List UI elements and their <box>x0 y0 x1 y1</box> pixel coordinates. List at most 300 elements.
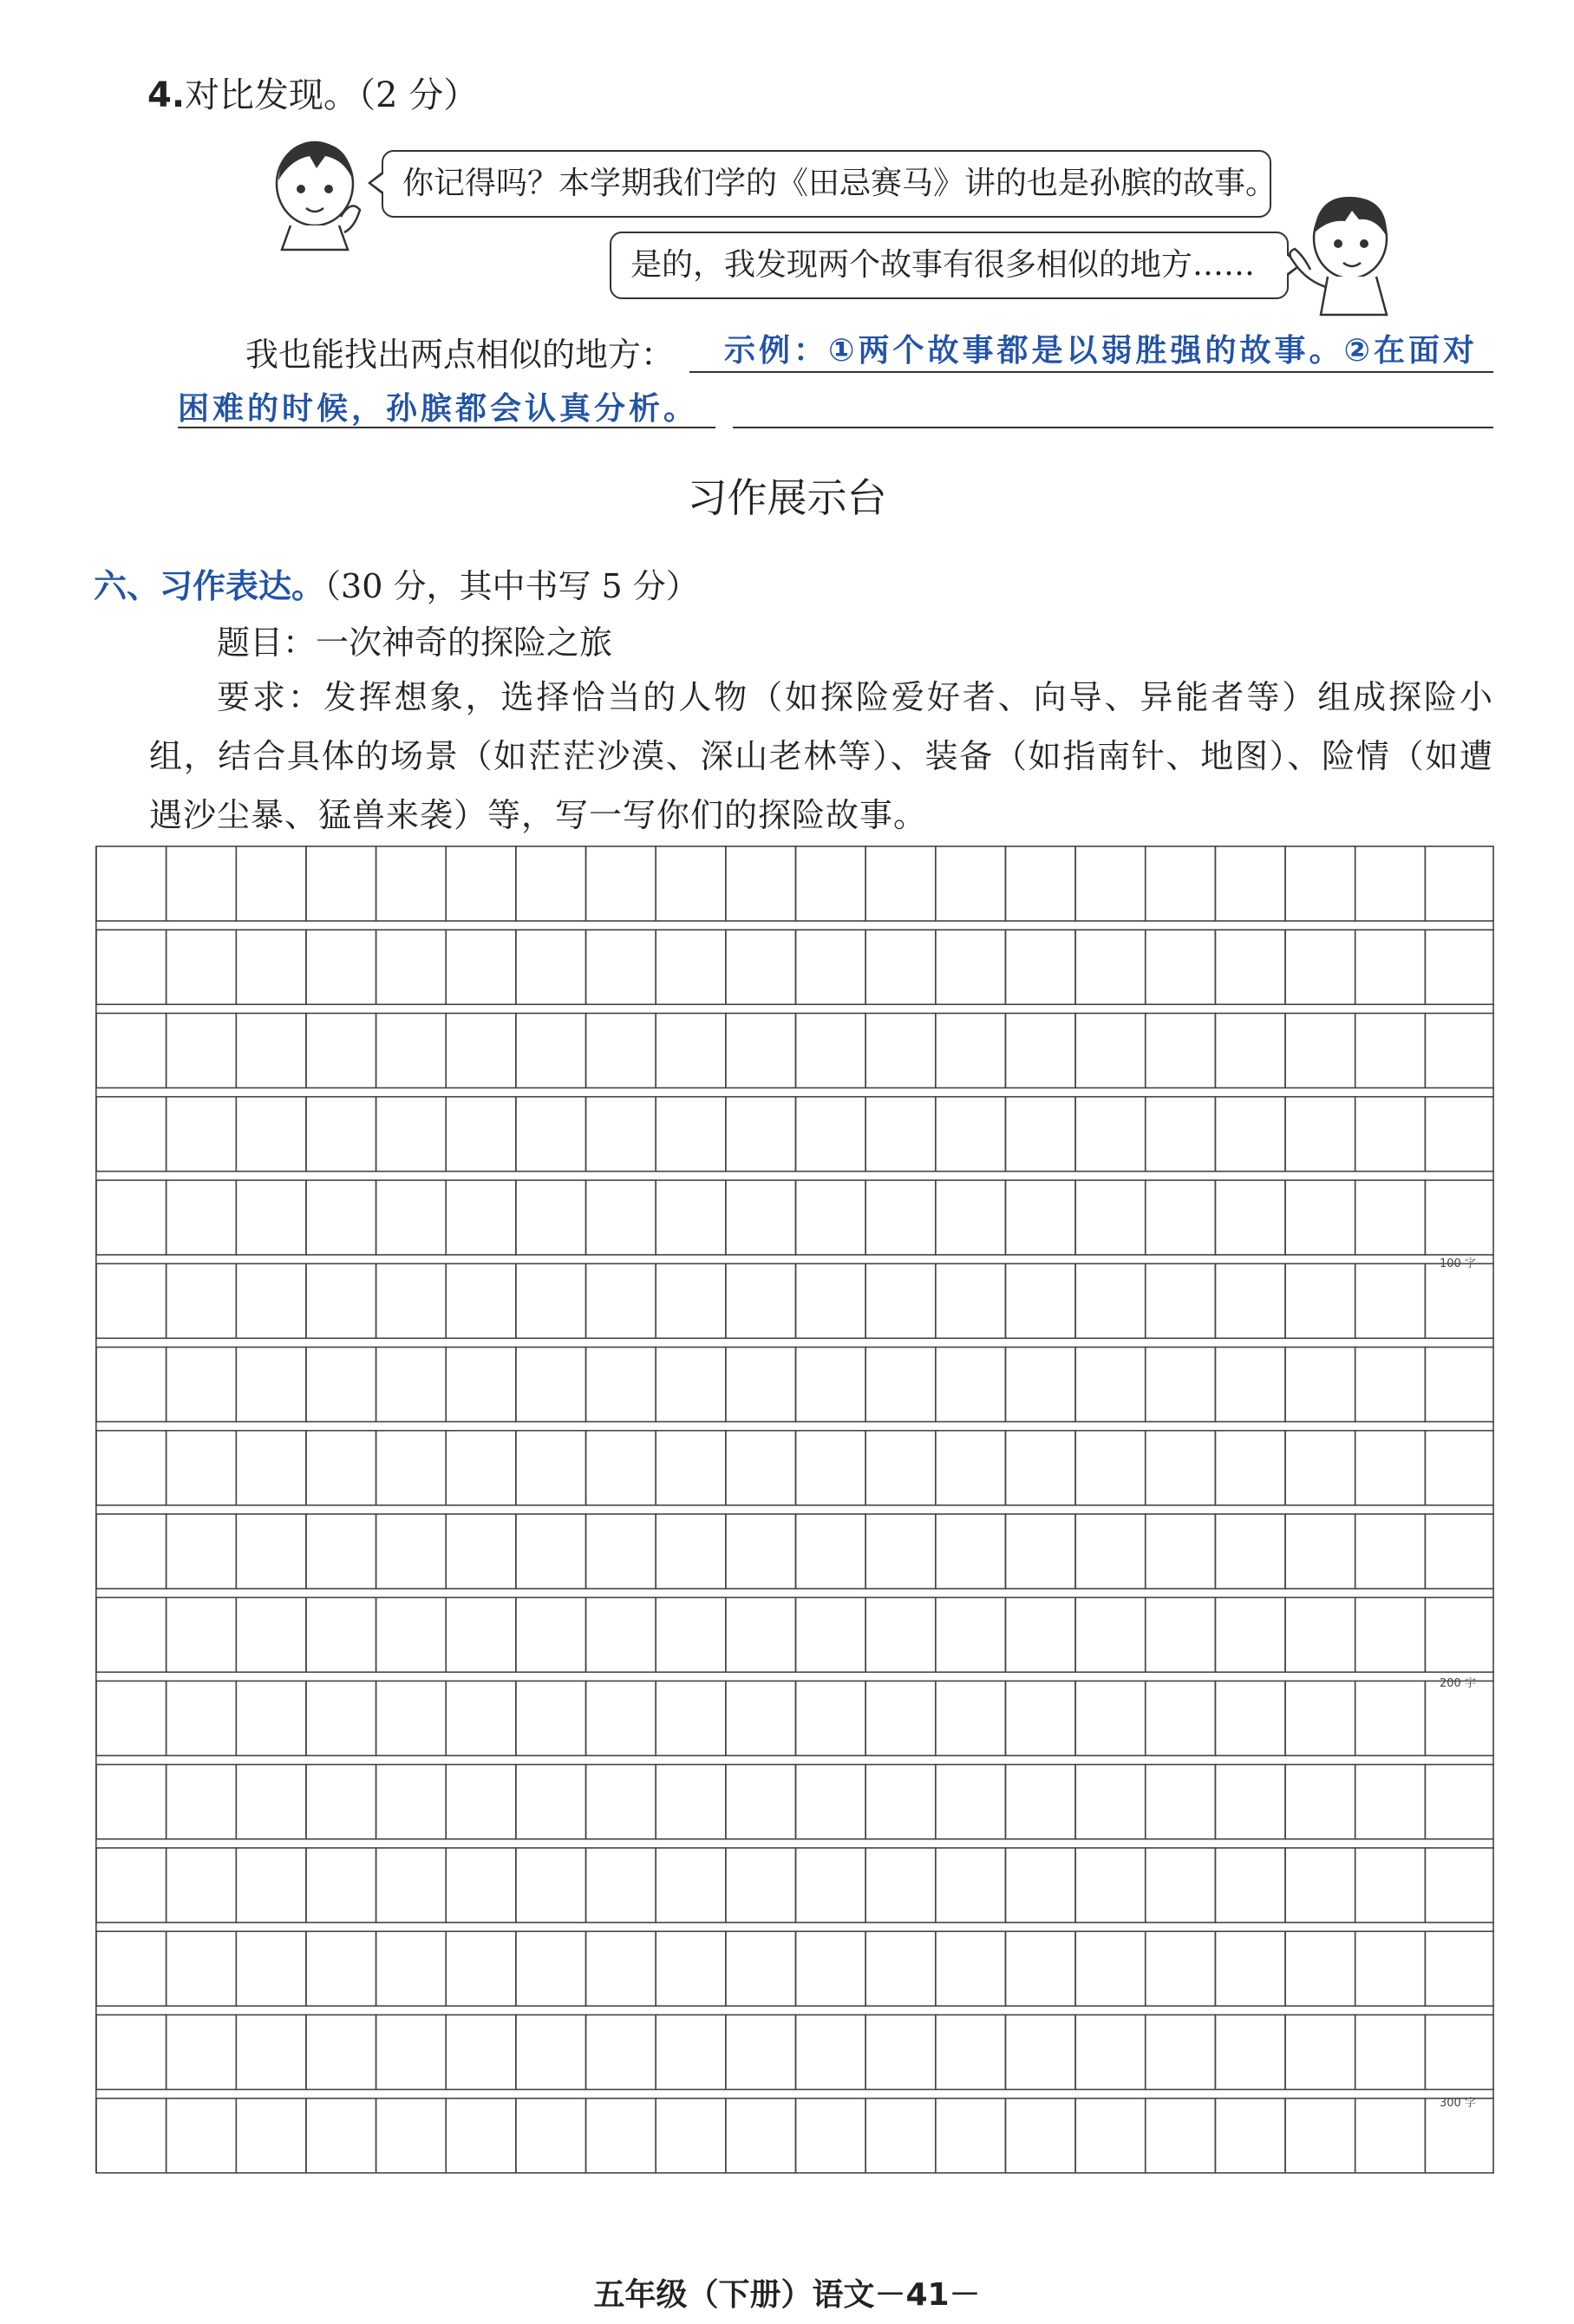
grid-cell <box>1355 1348 1426 1422</box>
grid-cell <box>1005 1681 1075 1756</box>
grid-cell <box>96 1431 167 1505</box>
grid-cell <box>936 1097 1006 1172</box>
grid-cell <box>936 2015 1006 2090</box>
grid-cell <box>376 1097 447 1172</box>
grid-cell <box>1146 1765 1216 1839</box>
grid-cell <box>376 1014 447 1088</box>
grid-cell <box>306 930 376 1004</box>
grid-cell <box>586 1097 656 1172</box>
grid-cell <box>586 846 656 921</box>
grid-cell <box>726 930 796 1004</box>
grid-cell <box>1146 846 1216 921</box>
speech-bubble-boy <box>610 232 1289 299</box>
grid-cell <box>1285 1180 1355 1255</box>
grid-cell <box>936 846 1006 921</box>
grid-cell <box>236 1180 306 1255</box>
grid-cell <box>236 1848 306 1923</box>
grid-cell <box>306 2099 376 2173</box>
answer-underline-2a <box>178 427 715 428</box>
grid-cell <box>516 846 586 921</box>
grid-cell <box>306 1348 376 1422</box>
task-points: （30 分，其中书写 5 分） <box>324 567 699 605</box>
grid-cell <box>516 1681 586 1756</box>
grid-cell <box>1075 1514 1146 1589</box>
grid-cell <box>936 1014 1006 1088</box>
grid-cell <box>936 1681 1006 1756</box>
grid-cell <box>516 1848 586 1923</box>
grid-cell <box>236 1681 306 1756</box>
answer-prompt: 我也能找出两点相似的地方： <box>245 336 675 374</box>
grid-cell <box>1285 1848 1355 1923</box>
grid-cell <box>796 1180 866 1255</box>
grid-cell <box>1146 1014 1216 1088</box>
grid-row <box>96 1348 1494 1422</box>
grid-cell <box>865 1597 936 1672</box>
grid-cell <box>376 1681 447 1756</box>
task-label: 六、习作表达。 <box>94 567 325 605</box>
grid-cell <box>376 2015 447 2090</box>
grid-cell <box>865 2015 936 2090</box>
grid-cell <box>1425 1263 1494 1338</box>
grid-cell <box>446 1431 516 1505</box>
grid-cell <box>96 1931 167 2006</box>
grid-cell <box>586 1431 656 1505</box>
grid-cell <box>796 930 866 1004</box>
grid-cell <box>865 1180 936 1255</box>
grid-cell <box>936 1765 1006 1839</box>
grid-cell <box>1215 1097 1285 1172</box>
grid-cell <box>586 1514 656 1589</box>
grid-cell <box>726 1431 796 1505</box>
grid-cell <box>306 1681 376 1756</box>
grid-cell <box>1285 930 1355 1004</box>
grid-cell <box>656 1097 726 1172</box>
grid-cell <box>656 1180 726 1255</box>
grid-cell <box>376 1597 447 1672</box>
grid-cell <box>796 1848 866 1923</box>
grid-row <box>96 1514 1494 1589</box>
grid-cell <box>1075 1931 1146 2006</box>
grid-cell <box>1075 1681 1146 1756</box>
grid-cell <box>1425 1348 1494 1422</box>
grid-cell <box>1215 2099 1285 2173</box>
grid-cell <box>865 1848 936 1923</box>
grid-cell <box>656 1014 726 1088</box>
grid-cell <box>446 1180 516 1255</box>
grid-cell <box>1075 1097 1146 1172</box>
grid-cell <box>656 1765 726 1839</box>
grid-cell <box>1146 1514 1216 1589</box>
grid-cell <box>446 2015 516 2090</box>
grid-cell <box>446 930 516 1004</box>
grid-cell <box>726 846 796 921</box>
grid-cell <box>167 1681 237 1756</box>
grid-cell <box>586 1180 656 1255</box>
grid-cell <box>516 2099 586 2173</box>
grid-cell <box>1005 1014 1075 1088</box>
grid-cell <box>376 930 447 1004</box>
grid-cell <box>1075 1263 1146 1338</box>
grid-row <box>96 1848 1494 1923</box>
grid-cell <box>376 846 447 921</box>
grid-cell <box>1285 2099 1355 2173</box>
grid-cell <box>516 1431 586 1505</box>
grid-cell <box>1425 1931 1494 2006</box>
grid-cell <box>936 1848 1006 1923</box>
grid-cell <box>865 846 936 921</box>
grid-cell <box>236 1765 306 1839</box>
grid-cell <box>1075 1180 1146 1255</box>
grid-cell <box>1146 1931 1216 2006</box>
grid-cell <box>1215 930 1285 1004</box>
grid-cell <box>1425 1597 1494 1672</box>
grid-cell <box>96 1765 167 1839</box>
grid-cell <box>1005 1097 1075 1172</box>
grid-cell <box>656 1681 726 1756</box>
grid-cell <box>96 1014 167 1088</box>
grid-cell <box>936 1431 1006 1505</box>
grid-cell <box>586 1681 656 1756</box>
grid-cell <box>1075 930 1146 1004</box>
grid-cell <box>446 1014 516 1088</box>
grid-row <box>96 930 1494 1004</box>
grid-cell <box>167 1263 237 1338</box>
grid-mark-300: 300 字 <box>1440 2097 1476 2110</box>
grid-cell <box>376 1848 447 1923</box>
grid-cell <box>865 930 936 1004</box>
grid-cell <box>1075 846 1146 921</box>
grid-cell <box>1355 1431 1426 1505</box>
grid-cell <box>796 1681 866 1756</box>
grid-cell <box>656 1597 726 1672</box>
grid-row <box>96 1431 1494 1505</box>
grid-cell <box>446 1263 516 1338</box>
grid-cell <box>306 1765 376 1839</box>
grid-cell <box>167 1180 237 1255</box>
grid-cell <box>96 1348 167 1422</box>
grid-cell <box>306 1180 376 1255</box>
grid-cell <box>96 1263 167 1338</box>
grid-cell <box>1215 1848 1285 1923</box>
grid-cell <box>1285 1514 1355 1589</box>
grid-cell <box>796 1765 866 1839</box>
grid-cell <box>656 1931 726 2006</box>
grid-cell <box>656 1348 726 1422</box>
grid-cell <box>865 1931 936 2006</box>
grid-cell <box>726 1597 796 1672</box>
grid-cell <box>726 1514 796 1589</box>
grid-cell <box>726 1348 796 1422</box>
grid-cell <box>1146 930 1216 1004</box>
question-4-title <box>147 68 478 117</box>
grid-cell <box>796 1514 866 1589</box>
grid-cell <box>656 2015 726 2090</box>
grid-cell <box>1005 2015 1075 2090</box>
grid-cell <box>516 1931 586 2006</box>
grid-cell <box>796 1263 866 1338</box>
girl-character-icon <box>265 130 369 251</box>
grid-cell <box>167 2099 237 2173</box>
grid-cell <box>1215 846 1285 921</box>
grid-cell <box>936 2099 1006 2173</box>
grid-cell <box>1146 2015 1216 2090</box>
grid-cell <box>1005 1348 1075 1422</box>
grid-cell <box>1355 1597 1426 1672</box>
grid-cell <box>236 930 306 1004</box>
grid-cell <box>1285 1765 1355 1839</box>
grid-cell <box>1425 930 1494 1004</box>
grid-cell <box>1285 1097 1355 1172</box>
task-heading <box>94 559 699 607</box>
grid-cell <box>167 1765 237 1839</box>
grid-cell <box>586 1765 656 1839</box>
grid-cell <box>586 1931 656 2006</box>
boy-character-icon <box>1279 186 1409 317</box>
grid-cell <box>446 1848 516 1923</box>
grid-cell <box>306 1097 376 1172</box>
grid-row <box>96 1097 1494 1172</box>
grid-cell <box>1425 1431 1494 1505</box>
grid-cell <box>1425 1681 1494 1756</box>
grid-cell <box>516 1263 586 1338</box>
grid-cell <box>446 846 516 921</box>
grid-cell <box>167 1348 237 1422</box>
grid-cell <box>1075 1597 1146 1672</box>
answer-underline-1 <box>689 371 1493 373</box>
grid-cell <box>796 1597 866 1672</box>
grid-cell <box>167 1848 237 1923</box>
page-footer: 五年级（下册）语文－41－ <box>593 2277 981 2313</box>
grid-cell <box>1075 1014 1146 1088</box>
grid-cell <box>1355 1681 1426 1756</box>
grid-cell <box>1005 930 1075 1004</box>
grid-cell <box>446 1597 516 1672</box>
grid-cell <box>1005 846 1075 921</box>
grid-cell <box>586 2099 656 2173</box>
grid-cell <box>1355 1263 1426 1338</box>
grid-cell <box>1005 1431 1075 1505</box>
grid-cell <box>1146 1180 1216 1255</box>
grid-cell <box>1146 1681 1216 1756</box>
grid-cell <box>1285 1348 1355 1422</box>
grid-row <box>96 2099 1494 2173</box>
grid-cell <box>516 1597 586 1672</box>
grid-cell <box>446 1765 516 1839</box>
grid-cell <box>96 1097 167 1172</box>
grid-cell <box>1215 1431 1285 1505</box>
grid-cell <box>656 1848 726 1923</box>
grid-cell <box>1355 930 1426 1004</box>
grid-cell <box>1005 1514 1075 1589</box>
grid-cell <box>1146 1597 1216 1672</box>
grid-cell <box>306 1931 376 2006</box>
grid-row <box>96 1597 1494 1672</box>
grid-cell <box>1005 1597 1075 1672</box>
grid-cell <box>936 1263 1006 1338</box>
grid-cell <box>376 1431 447 1505</box>
grid-cell <box>1215 1014 1285 1088</box>
grid-cell <box>446 1514 516 1589</box>
grid-cell <box>96 1597 167 1672</box>
grid-cell <box>167 1097 237 1172</box>
bubble-text: 是的，我发现两个故事有很多相似的地方…… <box>630 247 1256 283</box>
question-number: 4. <box>147 75 186 115</box>
grid-cell <box>167 930 237 1004</box>
grid-cell <box>796 1097 866 1172</box>
grid-cell <box>936 1931 1006 2006</box>
grid-cell <box>167 1014 237 1088</box>
grid-cell <box>656 1514 726 1589</box>
grid-cell <box>936 930 1006 1004</box>
grid-row <box>96 2015 1494 2090</box>
grid-cell <box>236 1431 306 1505</box>
grid-cell <box>1005 1263 1075 1338</box>
grid-cell <box>1425 1180 1494 1255</box>
grid-cell <box>376 2099 447 2173</box>
grid-row <box>96 846 1494 921</box>
grid-row <box>96 1681 1494 1756</box>
grid-cell <box>796 1431 866 1505</box>
grid-cell <box>516 1180 586 1255</box>
grid-cell <box>1285 1597 1355 1672</box>
grid-cell <box>236 2015 306 2090</box>
grid-cell <box>96 2099 167 2173</box>
grid-mark-200: 200 字 <box>1440 1677 1476 1690</box>
grid-row <box>96 1180 1494 1255</box>
grid-cell <box>865 1097 936 1172</box>
grid-cell <box>726 1765 796 1839</box>
grid-cell <box>167 2015 237 2090</box>
grid-cell <box>236 1931 306 2006</box>
grid-cell <box>306 2015 376 2090</box>
grid-cell <box>1146 1097 1216 1172</box>
grid-cell <box>586 1014 656 1088</box>
grid-cell <box>516 1348 586 1422</box>
grid-cell <box>446 1097 516 1172</box>
grid-cell <box>796 2099 866 2173</box>
grid-cell <box>865 1014 936 1088</box>
grid-cell <box>446 2099 516 2173</box>
grid-cell <box>236 1597 306 1672</box>
grid-cell <box>726 1848 796 1923</box>
question-text: 对比发现。（2 分） <box>185 75 479 115</box>
grid-cell <box>516 2015 586 2090</box>
grid-cell <box>796 2015 866 2090</box>
task-requirement: 要求：发挥想象，选择恰当的人物（如探险爱好者、向导、异能者等）组成探险小组，结合具体的场景（如茫茫沙漠、深山老林等）、装备（如指南针、地图）、险情（如遭遇沙尘暴、猛兽来袭）等，写一写你们的探险故事。 <box>149 678 1493 834</box>
grid-cell <box>726 1014 796 1088</box>
grid-cell <box>376 1180 447 1255</box>
grid-cell <box>936 1597 1006 1672</box>
grid-cell <box>1005 1931 1075 2006</box>
grid-cell <box>236 1263 306 1338</box>
grid-cell <box>656 2099 726 2173</box>
grid-mark-100: 100 字 <box>1440 1257 1476 1270</box>
grid-cell <box>96 1180 167 1255</box>
grid-cell <box>376 1514 447 1589</box>
grid-cell <box>1215 1514 1285 1589</box>
grid-cell <box>1005 1848 1075 1923</box>
grid-row <box>96 1931 1494 2006</box>
grid-cell <box>167 1514 237 1589</box>
grid-cell <box>376 1263 447 1338</box>
grid-cell <box>96 930 167 1004</box>
grid-cell <box>1425 846 1494 921</box>
grid-cell <box>796 1348 866 1422</box>
grid-cell <box>1075 2099 1146 2173</box>
grid-cell <box>96 846 167 921</box>
grid-cell <box>726 1263 796 1338</box>
grid-cell <box>1215 1180 1285 1255</box>
grid-cell <box>1425 2015 1494 2090</box>
grid-cell <box>865 2099 936 2173</box>
grid-cell <box>96 2015 167 2090</box>
grid-cell <box>656 846 726 921</box>
grid-row <box>96 1014 1494 1088</box>
grid-cell <box>726 2015 796 2090</box>
grid-cell <box>446 1681 516 1756</box>
grid-cell <box>167 1931 237 2006</box>
grid-cell <box>865 1348 936 1422</box>
grid-cell <box>1425 1097 1494 1172</box>
grid-cell <box>96 1514 167 1589</box>
grid-cell <box>1285 1931 1355 2006</box>
grid-cell <box>1425 1848 1494 1923</box>
grid-cell <box>306 1848 376 1923</box>
bubble-tail <box>368 171 383 195</box>
grid-cell <box>1075 1431 1146 1505</box>
grid-cell <box>1355 2015 1426 2090</box>
grid-cell <box>1425 1765 1494 1839</box>
grid-cell <box>726 1681 796 1756</box>
grid-cell <box>516 1514 586 1589</box>
grid-cell <box>586 1848 656 1923</box>
speech-bubble-girl <box>382 150 1277 218</box>
grid-cell <box>516 930 586 1004</box>
grid-cell <box>656 1431 726 1505</box>
grid-row <box>96 1765 1494 1839</box>
grid-cell <box>1075 1348 1146 1422</box>
grid-cell <box>376 1348 447 1422</box>
grid-cell <box>865 1514 936 1589</box>
grid-cell <box>1285 2015 1355 2090</box>
grid-cell <box>1425 1014 1494 1088</box>
grid-cell <box>306 1263 376 1338</box>
grid-cell <box>446 1348 516 1422</box>
grid-cell <box>656 930 726 1004</box>
grid-cell <box>1146 1263 1216 1338</box>
grid-cell <box>1005 2099 1075 2173</box>
grid-cell <box>306 1014 376 1088</box>
grid-cell <box>865 1765 936 1839</box>
grid-cell <box>1215 1263 1285 1338</box>
grid-cell <box>796 1014 866 1088</box>
grid-cell <box>1355 1848 1426 1923</box>
grid-cell <box>376 1765 447 1839</box>
grid-cell <box>1146 1431 1216 1505</box>
grid-cell <box>236 1097 306 1172</box>
grid-cell <box>1215 1597 1285 1672</box>
grid-cell <box>586 1348 656 1422</box>
grid-cell <box>446 1931 516 2006</box>
grid-cell <box>936 1180 1006 1255</box>
grid-cell <box>1355 1765 1426 1839</box>
task-topic: 题目：一次神奇的探险之旅 <box>217 623 613 662</box>
grid-cell <box>1355 1514 1426 1589</box>
grid-cell <box>1005 1180 1075 1255</box>
grid-cell <box>1075 2015 1146 2090</box>
grid-cell <box>586 930 656 1004</box>
grid-cell <box>726 1931 796 2006</box>
